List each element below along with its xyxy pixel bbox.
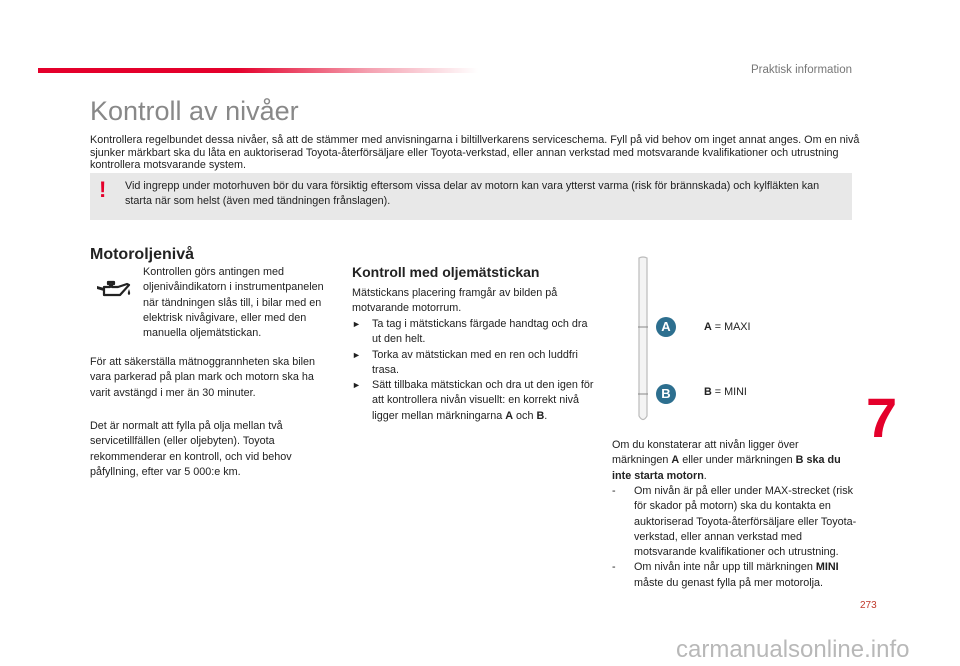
page-number: 273: [860, 600, 877, 611]
list-item: ► Sätt tillbaka mätstickan och dra ut den igen för att kontrollera nivån visuellt: en korrekt nivå ligger mellan märkningarna A och B.: [352, 379, 594, 422]
level-check-text: Om du konstaterar att nivån ligger över märkningen A eller under märkningen B ska du inte starta motorn.: [612, 439, 841, 482]
arrow-icon: ►: [352, 319, 361, 329]
engine-oil-heading: Motoroljenivå: [90, 246, 195, 263]
watermark: carmanualsonline.info: [676, 636, 910, 663]
arrow-icon: ►: [352, 380, 361, 391]
header-accent-bar: [38, 68, 478, 73]
interval-text: Det är normalt att fylla på olja mellan två servicetillfällen (eller oljebyten). Toyota rekommenderar en kontroll, och vid behov påfyllning, efter var 5 000:e km.: [90, 420, 292, 478]
level-check-list: [612, 484, 858, 591]
marker-a-badge: A: [656, 317, 676, 337]
parking-text: För att säkerställa mätnoggrannheten ska bilen vara parkerad på plan mark och motorn ska ha varit avstängd i mer än 30 minuter.: [90, 356, 316, 399]
chapter-number: 7: [866, 386, 898, 449]
oil-can-icon: [96, 279, 132, 303]
warning-text: Vid ingrepp under motorhuven bör du vara försiktig eftersom vissa delar av motorn kan vara ytterst varma (risk för brännskada) och kylfläkten kan starta när som helst (även med tändningen frånslagen).: [125, 180, 820, 207]
page-title: Kontroll av nivåer: [90, 96, 299, 126]
running-header: Praktisk information: [751, 64, 852, 76]
list-item: - Om nivån är på eller under MAX-strecket (risk för skador på motorn) ska du kontakta en auktoriserad Toyota-återförsäljare eller Toyota-verkstad, eller annan verkstad med motsvarande kvalifikationer och utrustning.: [612, 485, 857, 559]
mini-label: B = MINI: [704, 386, 747, 398]
warning-box: [90, 173, 852, 220]
dipstick-steps: [352, 317, 596, 424]
oil-lamp-text: Kontrollen görs antingen med oljenivåindikatorn i instrumentpanelen när tändningen slås till, i bilar med en elektrisk nivågivare, eller med den manuella oljemätstickan.: [143, 266, 324, 340]
arrow-icon: ►: [352, 349, 361, 360]
warning-icon: !: [99, 177, 107, 202]
intro-paragraph: Kontrollera regelbundet dessa nivåer, så att de stämmer med anvisningarna i biltillverkarens serviceschema. Fyll på vid behov om inget annat anges. Om en nivå sjunker märkbart ska du låta en auktoriserad Toyota-återförsäljare eller Toyota-verkstad, eller annan verkstad med motsvarande kvalifikationer och utrustning kontrollera motsvarande system.: [90, 134, 860, 172]
list-item: ► Ta tag i mätstickans färgade handtag och dra ut den helt.: [352, 318, 588, 346]
list-item: - Om nivån inte når upp till märkningen MINI måste du genast fylla på mer motorolja.: [612, 561, 839, 589]
dipstick-heading: Kontroll med oljemätstickan: [352, 264, 540, 280]
dipstick-location-text: Mätstickans placering framgår av bilden på motvarande motorrum.: [352, 287, 558, 315]
maxi-label: A = MAXI: [704, 321, 751, 333]
marker-b-badge: B: [656, 384, 676, 404]
list-item: ► Torka av mätstickan med en ren och luddfri trasa.: [352, 348, 578, 376]
dipstick-illustration: [636, 256, 650, 424]
